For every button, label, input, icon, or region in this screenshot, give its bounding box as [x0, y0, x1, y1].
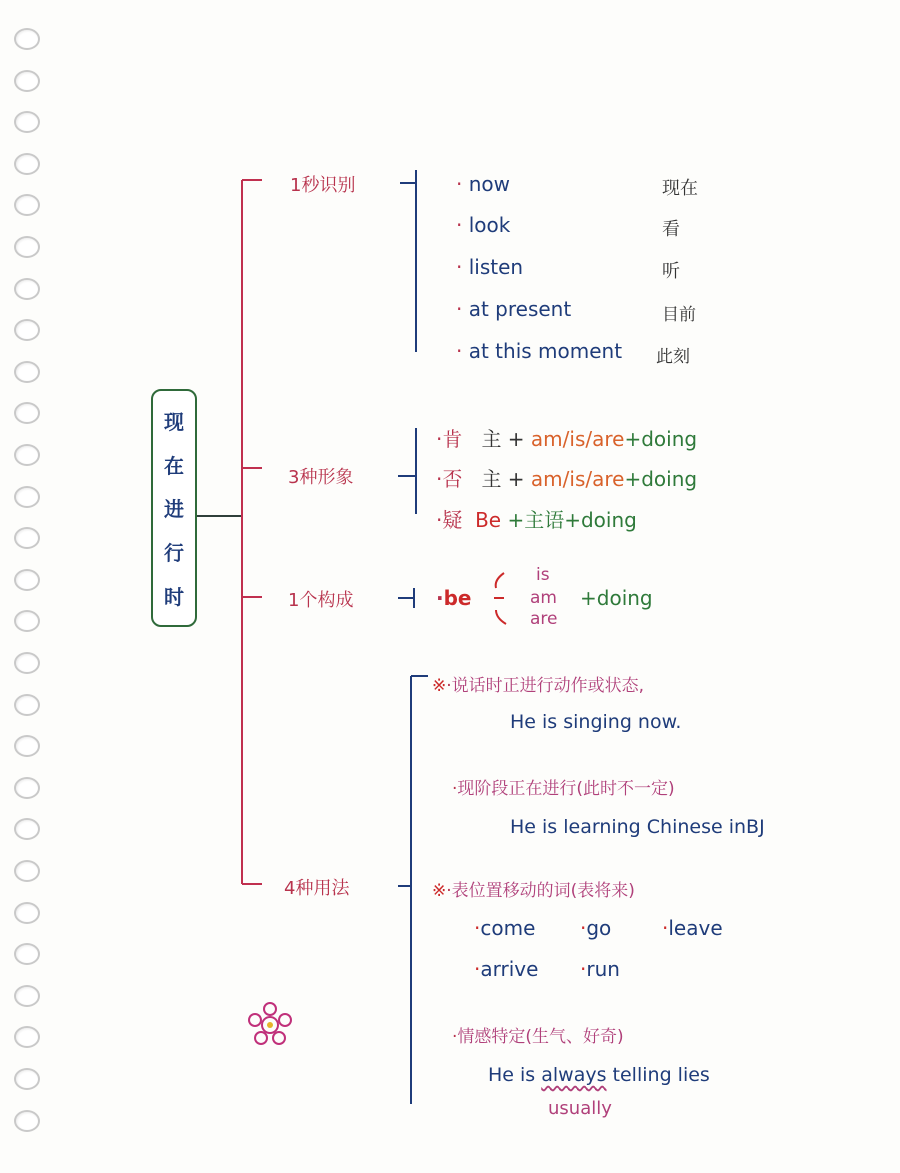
- asterisk-mark: ※: [432, 676, 447, 696]
- asterisk-mark: ※: [432, 881, 447, 901]
- item-en: at this moment: [468, 339, 623, 363]
- title-char: 在: [164, 453, 184, 478]
- item-en: look: [468, 213, 511, 237]
- usage-text: 说话时正进行动作或状态,: [451, 676, 645, 696]
- item-en: at present: [468, 297, 572, 321]
- be-word: be: [443, 586, 472, 610]
- list-item: · at present: [456, 297, 572, 321]
- list-item: · now: [456, 172, 510, 196]
- usage-text: 现阶段正在进行(此时不一定): [457, 779, 675, 799]
- form-type: 疑: [442, 508, 463, 532]
- verb-item: ·go: [580, 916, 612, 940]
- form-tail: +doing: [624, 467, 698, 491]
- list-item: · at this moment: [456, 339, 623, 363]
- form-tail: +主语+doing: [507, 508, 637, 532]
- structure-tail: +doing: [580, 586, 653, 610]
- form-row: ·否 主 + am/is/are+doing: [436, 467, 698, 491]
- title-char: 行: [164, 541, 184, 566]
- verb-item: ·come: [474, 916, 536, 940]
- title-box: [151, 389, 197, 627]
- be-brace: [494, 573, 506, 624]
- usage-example: He is learning Chinese inBJ: [510, 816, 765, 838]
- be-option: am: [530, 588, 557, 608]
- branch-label-structure: 1个构成: [288, 590, 354, 611]
- usage-text: 情感特定(生气、好奇): [457, 1027, 624, 1047]
- form-plus: +: [507, 467, 525, 491]
- usage-item: ·现阶段正在进行(此时不一定): [452, 779, 675, 799]
- structure-be: ·be: [436, 586, 472, 610]
- form-tail: +doing: [624, 427, 698, 451]
- branch-label-forms: 3种形象: [288, 467, 354, 488]
- form-subject: 主: [481, 467, 502, 491]
- form-aux: am/is/are: [530, 467, 625, 491]
- verb-item: ·run: [580, 957, 620, 981]
- title-char: 现: [164, 410, 184, 435]
- title-char: 时: [164, 584, 184, 609]
- usage-item: ※·表位置移动的词(表将来): [432, 881, 635, 901]
- alternative-word: usually: [548, 1098, 612, 1119]
- form-type: 否: [442, 467, 463, 491]
- form-subject: 主: [481, 427, 502, 451]
- item-en: now: [468, 172, 510, 196]
- form-row: ·疑 Be +主语+doing: [436, 508, 637, 532]
- usage-example: He is always telling lies: [488, 1064, 710, 1086]
- form-aux: am/is/are: [530, 427, 625, 451]
- underlined-word: always: [541, 1064, 607, 1086]
- usage-text: 表位置移动的词(表将来): [451, 881, 635, 901]
- item-zh: 现在: [662, 178, 698, 199]
- verb-item: ·arrive: [474, 957, 539, 981]
- list-item: · look: [456, 213, 511, 237]
- item-zh: 听: [662, 261, 680, 282]
- item-zh: 此刻: [656, 347, 690, 367]
- form-plus: +: [507, 427, 525, 451]
- item-zh: 目前: [662, 305, 696, 325]
- branch-label-usages: 4种用法: [284, 878, 350, 899]
- form-row: ·肯 主 + am/is/are+doing: [436, 427, 698, 451]
- branch-label-recognition: 1秒识别: [290, 175, 356, 196]
- form-type: 肯: [442, 427, 463, 451]
- form-aux: Be: [475, 508, 502, 532]
- flower-doodle: [249, 1003, 291, 1044]
- list-item: · listen: [456, 255, 524, 279]
- usage-item: ·情感特定(生气、好奇): [452, 1027, 624, 1047]
- title-char: 进: [164, 497, 184, 522]
- item-zh: 看: [662, 219, 680, 240]
- be-option: are: [530, 609, 558, 629]
- be-option: is: [536, 565, 550, 585]
- usage-item: ※·说话时正进行动作或状态,: [432, 676, 645, 696]
- verb-item: ·leave: [662, 916, 723, 940]
- usage-example: He is singing now.: [510, 711, 682, 733]
- item-en: listen: [468, 255, 524, 279]
